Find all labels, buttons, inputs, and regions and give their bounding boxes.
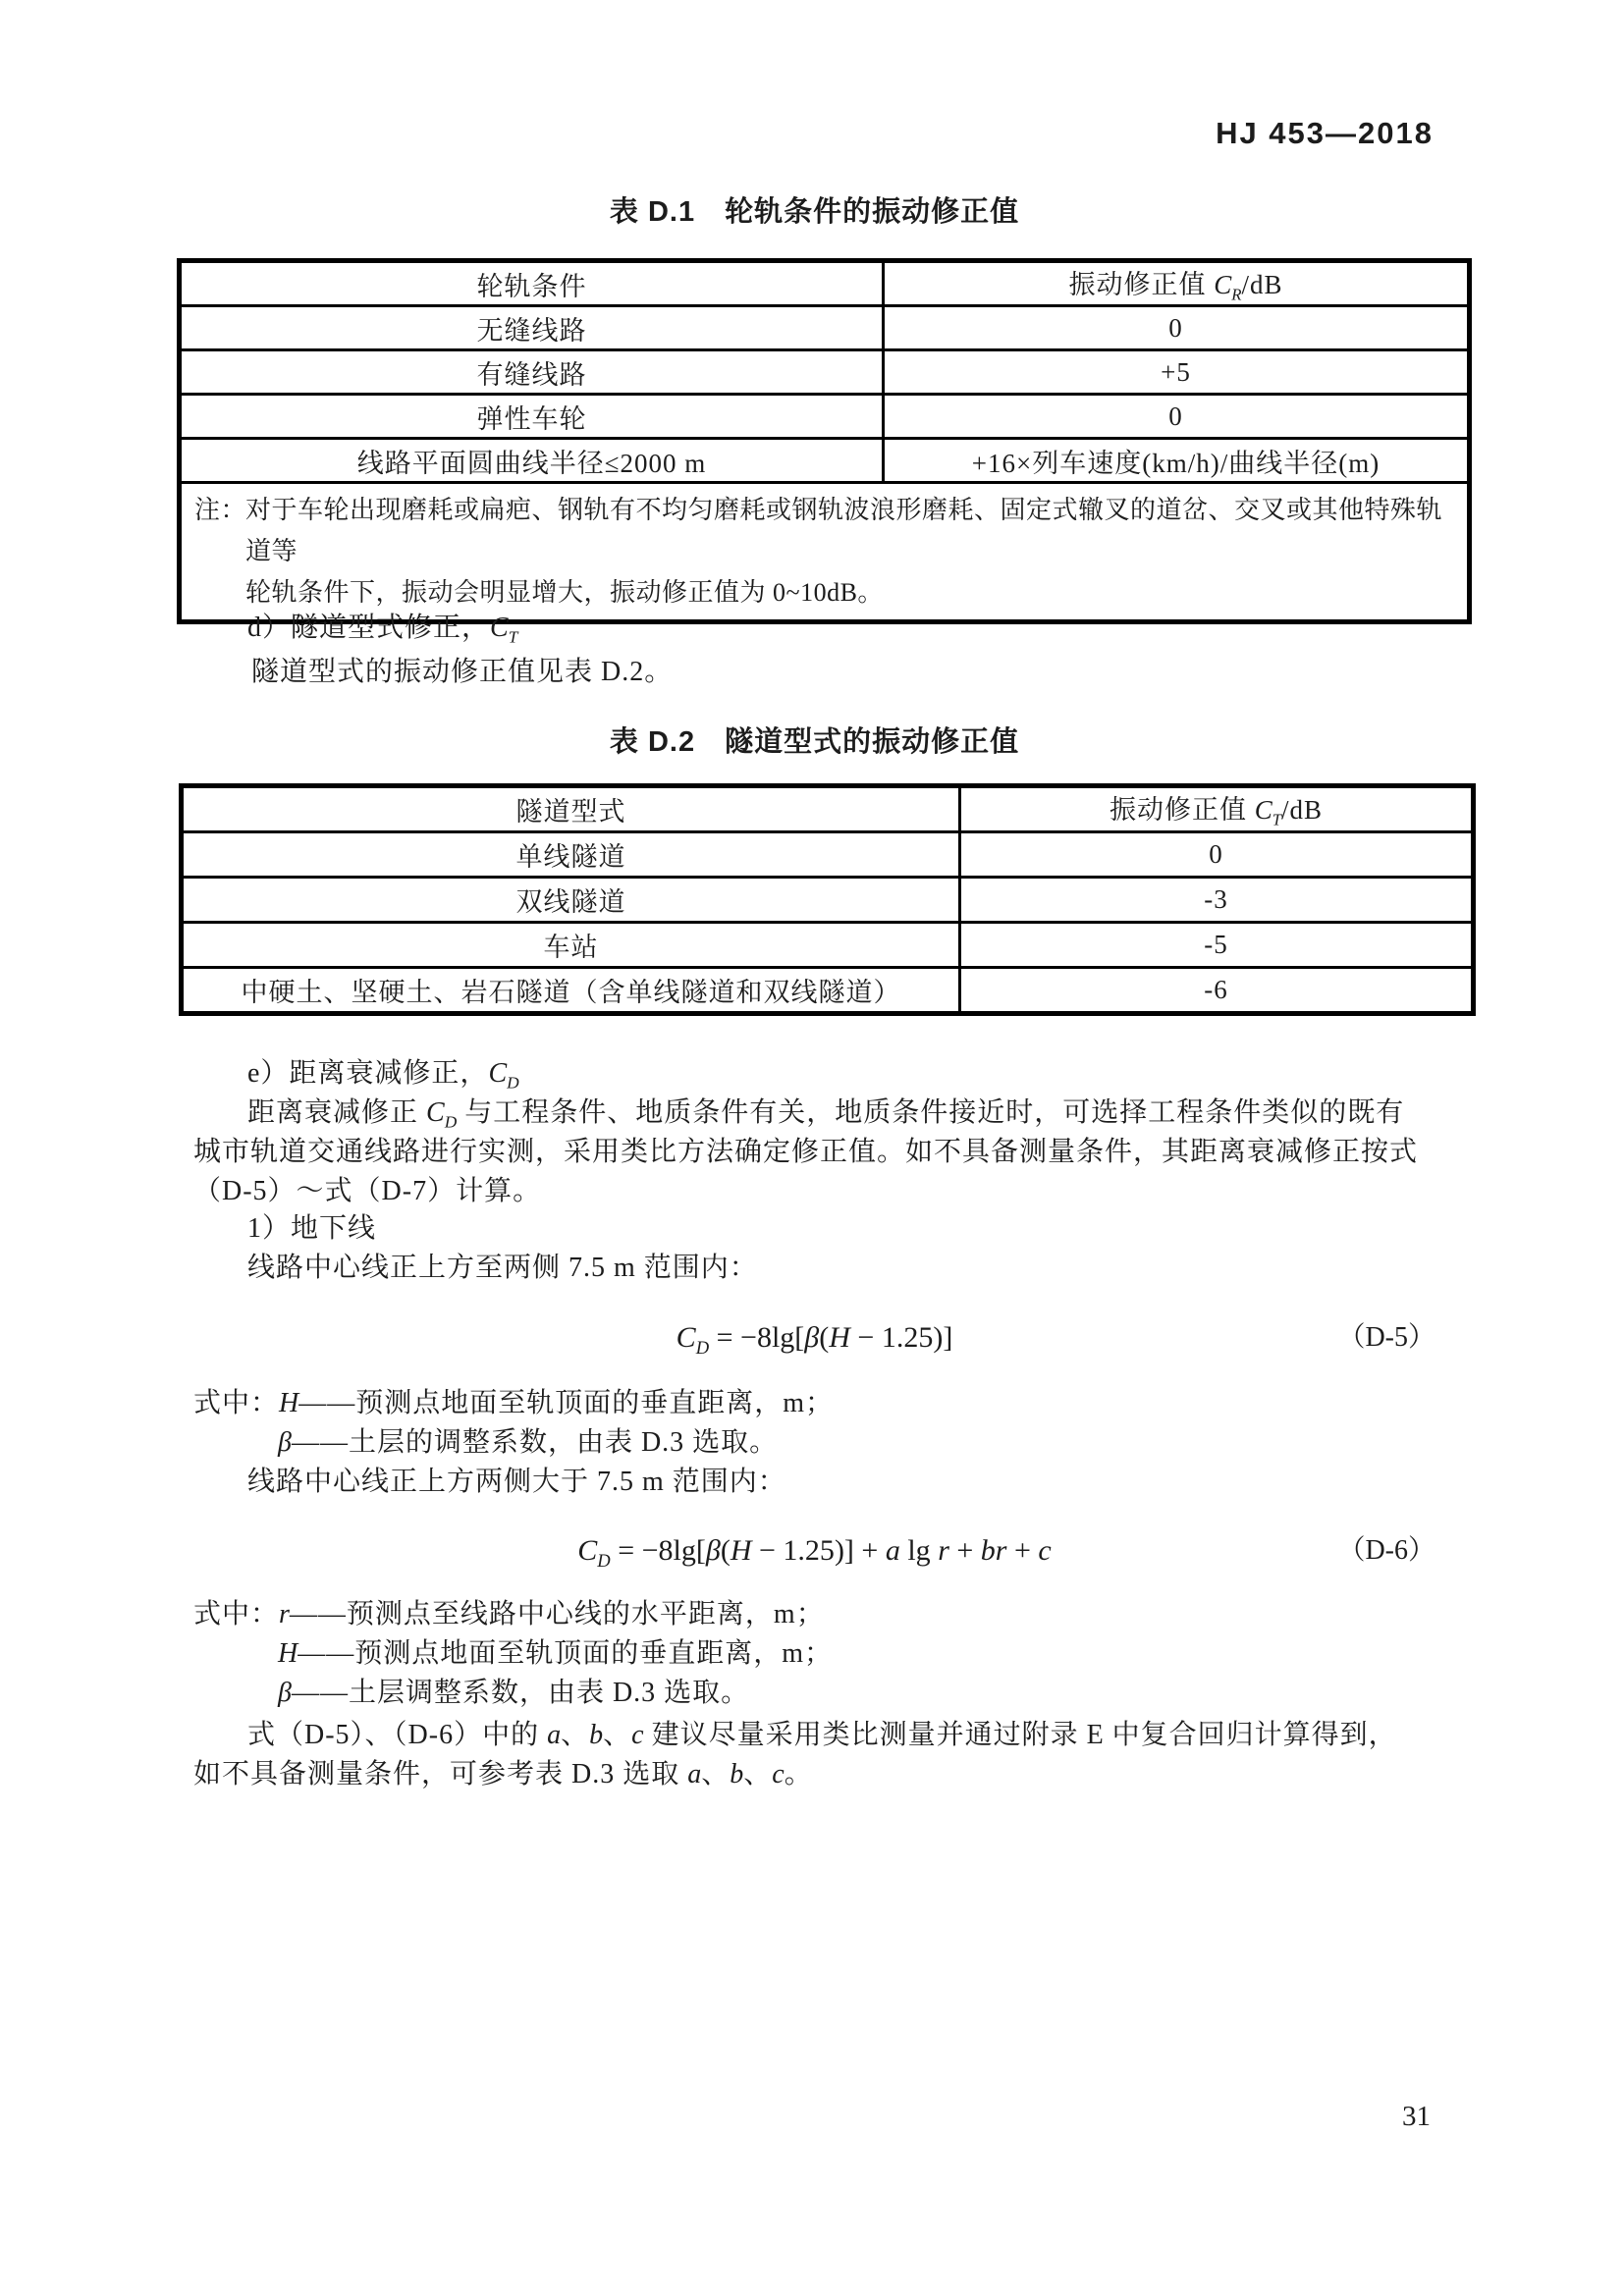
symbol-C: C bbox=[1254, 795, 1272, 826]
table-row bbox=[180, 306, 1470, 350]
symbol-b: b bbox=[980, 1534, 996, 1567]
where-line bbox=[278, 1674, 749, 1713]
range-condition-1: 线路中心线正上方至两侧 7.5 m 范围内： bbox=[247, 1253, 758, 1283]
symbol-beta: β bbox=[804, 1321, 820, 1354]
formula-text: = −8lg[ bbox=[709, 1321, 805, 1354]
table-d1-col1-header: 轮轨条件 bbox=[180, 261, 884, 306]
where-label: 式中： bbox=[193, 1599, 280, 1629]
symbol-r: r bbox=[938, 1534, 949, 1567]
table-row bbox=[180, 483, 1470, 622]
symbol-C: C bbox=[426, 1097, 445, 1128]
symbol-b: b bbox=[730, 1759, 744, 1789]
formula-text: + bbox=[1006, 1534, 1039, 1567]
symbol-C: C bbox=[488, 1058, 508, 1089]
table-cell: -5 bbox=[960, 923, 1474, 968]
table-cell: -3 bbox=[960, 878, 1474, 923]
table-cell: +16×列车速度(km/h)/曲线半径(m) bbox=[884, 439, 1470, 483]
symbol-H: H bbox=[278, 1638, 298, 1669]
table-row bbox=[182, 878, 1474, 923]
symbol-r: r bbox=[279, 1599, 290, 1629]
symbol-H: H bbox=[829, 1321, 850, 1354]
table-cell: 0 bbox=[884, 306, 1470, 350]
table-d2-title: 表 D.2 隧道型式的振动修正值 bbox=[609, 726, 1020, 758]
range-condition-2: 线路中心线正上方两侧大于 7.5 m 范围内： bbox=[247, 1467, 786, 1497]
symbol-R-subscript: R bbox=[1231, 285, 1242, 304]
table-note-cell bbox=[180, 483, 1470, 622]
table-d1 bbox=[177, 258, 1472, 624]
dash: —— bbox=[291, 1427, 349, 1458]
formula-d5 bbox=[676, 1321, 953, 1359]
table-row bbox=[182, 786, 1474, 832]
symbol-T-subscript: T bbox=[1272, 810, 1282, 829]
separator: 、 bbox=[743, 1759, 773, 1789]
table-cell: -6 bbox=[960, 968, 1474, 1014]
table-cell: 有缝线路 bbox=[180, 350, 884, 395]
table-cell: 弹性车轮 bbox=[180, 395, 884, 439]
symbol-b: b bbox=[589, 1720, 604, 1750]
table-row bbox=[180, 439, 1470, 483]
table-d2 bbox=[179, 783, 1476, 1016]
where-line bbox=[278, 1423, 778, 1463]
heading-text: e）距离衰减修正， bbox=[247, 1058, 489, 1089]
list-item-1: 1）地下线 bbox=[247, 1213, 377, 1244]
formula-text: + bbox=[853, 1534, 886, 1567]
header-text: 振动修正值 bbox=[1109, 795, 1255, 826]
note-line: 对于车轮出现磨耗或扁疤、钢轨有不均匀磨耗或钢轨波浪形磨耗、固定式辙叉的道岔、交叉或其他特殊轨道等 bbox=[245, 496, 1443, 566]
where-line bbox=[278, 1634, 833, 1674]
separator: 、 bbox=[561, 1720, 590, 1750]
symbol-r: r bbox=[995, 1534, 1007, 1567]
table-row bbox=[182, 832, 1474, 878]
formula-text: + bbox=[948, 1534, 981, 1567]
symbol-C: C bbox=[1214, 270, 1232, 299]
formula-text: )] bbox=[834, 1534, 854, 1567]
symbol-beta: β bbox=[278, 1427, 292, 1458]
table-d1-title: 表 D.1 轮轨条件的振动修正值 bbox=[609, 196, 1020, 228]
table-note bbox=[182, 484, 1467, 619]
where-line bbox=[193, 1384, 834, 1423]
header-text: 振动修正值 bbox=[1068, 270, 1215, 299]
definition-text: 预测点地面至轨顶面的垂直距离，m； bbox=[354, 1638, 834, 1669]
symbol-C: C bbox=[676, 1321, 696, 1354]
symbol-C: C bbox=[577, 1534, 598, 1567]
table-cell: 0 bbox=[884, 395, 1470, 439]
formula-text: ( bbox=[819, 1321, 830, 1354]
definition-text: 土层的调整系数，由表 D.3 选取。 bbox=[348, 1427, 779, 1458]
separator: 、 bbox=[701, 1759, 731, 1789]
definition-text: 土层调整系数，由表 D.3 选取。 bbox=[348, 1678, 750, 1708]
symbol-c: c bbox=[1038, 1534, 1052, 1567]
symbol-H: H bbox=[730, 1534, 752, 1567]
table-d2-col2-header bbox=[960, 786, 1474, 832]
paragraph-text: 与工程条件、地质条件有关，地质条件接近时，可选择工程条件类似的既有 bbox=[457, 1097, 1405, 1128]
definition-text: 预测点地面至轨顶面的垂直距离，m； bbox=[355, 1388, 835, 1418]
symbol-a: a bbox=[687, 1759, 702, 1789]
paragraph-line: （D-5）～式（D-7）计算。 bbox=[193, 1176, 542, 1206]
table-row bbox=[182, 968, 1474, 1014]
unit-text: /dB bbox=[1281, 795, 1324, 826]
symbol-T-subscript: T bbox=[508, 627, 518, 647]
formula-d6-label: （D-6） bbox=[1337, 1535, 1435, 1566]
symbol-D-subscript: D bbox=[597, 1551, 611, 1572]
section-d-heading bbox=[247, 609, 517, 658]
paragraph-text: 建议尽量采用类比测量并通过附录 E 中复合回归计算得到， bbox=[643, 1720, 1397, 1750]
table-row bbox=[180, 261, 1470, 306]
formula-d6 bbox=[577, 1534, 1052, 1572]
symbol-D-subscript: D bbox=[507, 1073, 519, 1093]
definition-text: 预测点至线路中心线的水平距离，m； bbox=[346, 1599, 825, 1629]
symbol-D-subscript: D bbox=[444, 1112, 458, 1132]
table-d1-col2-header bbox=[884, 261, 1470, 306]
symbol-beta: β bbox=[278, 1678, 292, 1708]
symbol-beta: β bbox=[705, 1534, 721, 1567]
section-d-text: 隧道型式的振动修正值见表 D.2。 bbox=[251, 657, 674, 687]
formula-d6-row bbox=[193, 1529, 1435, 1583]
table-row bbox=[182, 923, 1474, 968]
paragraph-text: 。 bbox=[784, 1759, 813, 1789]
closing-line bbox=[247, 1716, 1397, 1755]
dash: —— bbox=[298, 1388, 356, 1418]
symbol-D-subscript: D bbox=[695, 1338, 710, 1359]
symbol-C: C bbox=[490, 613, 509, 643]
table-cell: 0 bbox=[960, 832, 1474, 878]
symbol-a: a bbox=[885, 1534, 900, 1567]
page-number: 31 bbox=[1402, 2101, 1431, 2132]
table-cell: 线路平面圆曲线半径≤2000 m bbox=[180, 439, 884, 483]
symbol-c: c bbox=[772, 1759, 785, 1789]
dash: —— bbox=[291, 1678, 349, 1708]
where-label: 式中： bbox=[193, 1388, 280, 1418]
where-line bbox=[193, 1595, 825, 1634]
symbol-H: H bbox=[279, 1388, 299, 1418]
formula-d5-row bbox=[193, 1316, 1435, 1370]
table-d2-col1-header: 隧道型式 bbox=[182, 786, 960, 832]
note-label: 注： bbox=[194, 496, 247, 525]
paragraph-text: 式（D-5）、（D-6）中的 bbox=[247, 1720, 548, 1750]
table-row bbox=[180, 395, 1470, 439]
table-row bbox=[180, 350, 1470, 395]
closing-line bbox=[193, 1755, 813, 1794]
unit-text: /dB bbox=[1241, 270, 1283, 299]
dash: —— bbox=[298, 1638, 355, 1669]
paragraph-line: 城市轨道交通线路进行实测，采用类比方法确定修正值。如不具备测量条件，其距离衰减修正按式 bbox=[193, 1137, 1419, 1167]
formula-text: )] bbox=[933, 1321, 953, 1354]
standard-number-header: HJ 453—2018 bbox=[1216, 116, 1434, 150]
table-cell: 中硬土、坚硬土、岩石隧道（含单线隧道和双线隧道） bbox=[182, 968, 960, 1014]
formula-text: ( bbox=[720, 1534, 731, 1567]
paragraph-text: 距离衰减修正 bbox=[247, 1097, 427, 1128]
table-cell: 单线隧道 bbox=[182, 832, 960, 878]
formula-text: − 1.25 bbox=[751, 1534, 835, 1567]
symbol-a: a bbox=[547, 1720, 562, 1750]
separator: 、 bbox=[603, 1720, 632, 1750]
formula-d5-label: （D-5） bbox=[1337, 1322, 1435, 1353]
table-cell: 车站 bbox=[182, 923, 960, 968]
formula-text: = −8lg[ bbox=[610, 1534, 706, 1567]
dash: —— bbox=[289, 1599, 347, 1629]
formula-text: lg bbox=[899, 1534, 939, 1567]
symbol-c: c bbox=[631, 1720, 644, 1750]
table-cell: +5 bbox=[884, 350, 1470, 395]
paragraph-text: 如不具备测量条件，可参考表 D.3 选取 bbox=[193, 1759, 688, 1789]
heading-text: d）隧道型式修正， bbox=[247, 613, 491, 643]
note-line: 轮轨条件下，振动会明显增大，振动修正值为 0~10dB。 bbox=[245, 578, 884, 608]
table-cell: 无缝线路 bbox=[180, 306, 884, 350]
table-cell: 双线隧道 bbox=[182, 878, 960, 923]
formula-text: − 1.25 bbox=[849, 1321, 934, 1354]
